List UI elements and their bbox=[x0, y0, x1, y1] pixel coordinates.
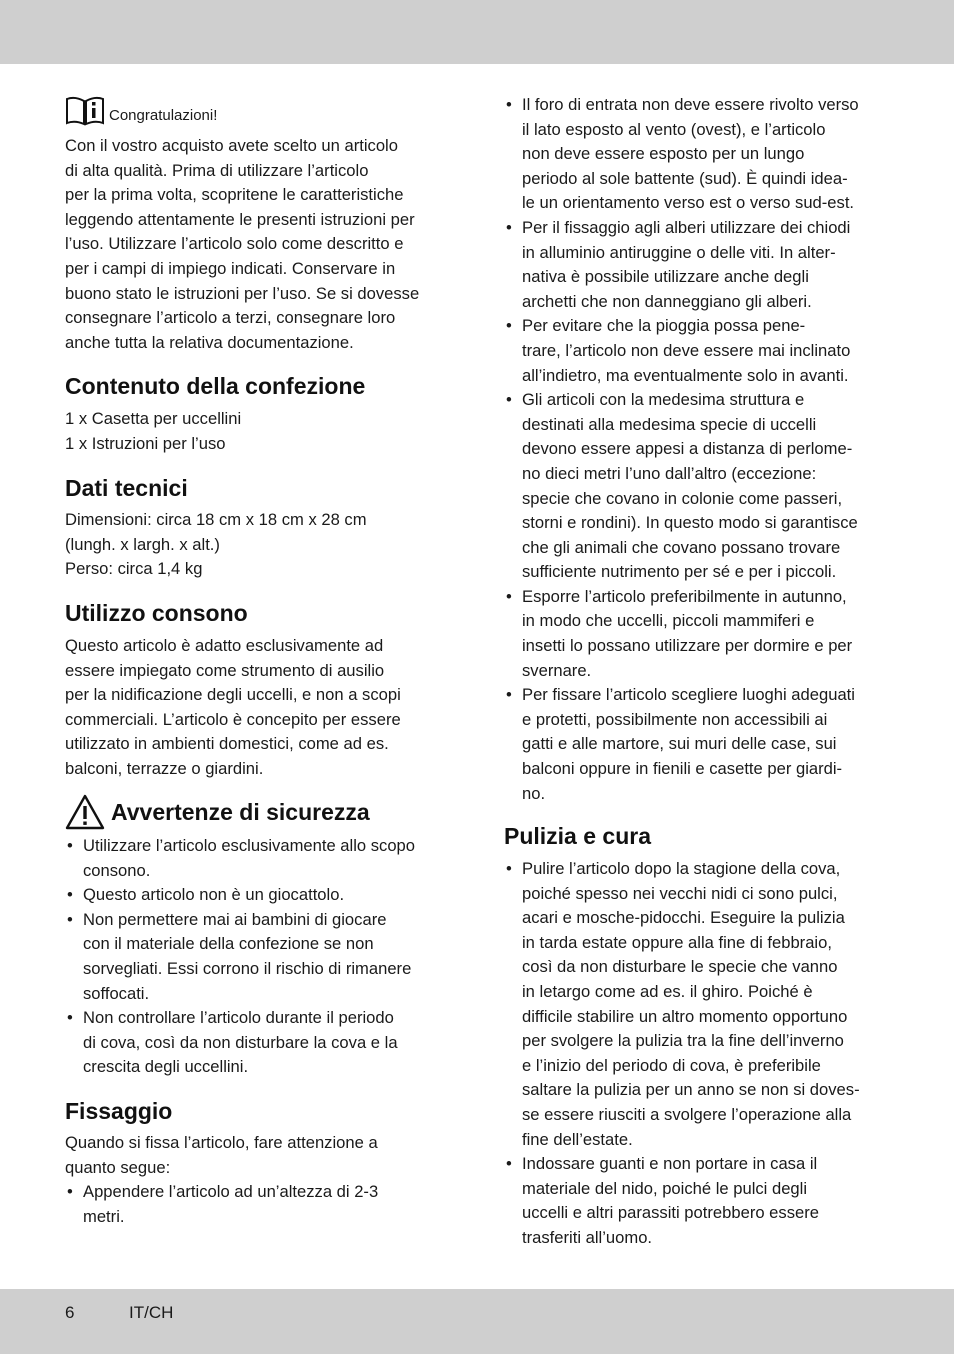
intro-line: l’uso. Utilizzare l’articolo solo come descritto e bbox=[65, 234, 404, 254]
item-line: così da non disturbare le specie che vanno bbox=[522, 957, 838, 977]
list-item bbox=[504, 93, 894, 216]
tech-list bbox=[65, 508, 367, 582]
intro-text bbox=[65, 134, 450, 355]
item-line: destinati alla medesima specie di uccelli bbox=[522, 414, 817, 434]
item-line: Questo articolo non è un giocattolo. bbox=[83, 885, 345, 905]
item-line: uccelli e altri parassiti potrebbero essere bbox=[522, 1203, 819, 1223]
use-line: commerciali. L’articolo è concepito per essere bbox=[65, 709, 401, 729]
info-book-icon bbox=[65, 96, 105, 126]
list-item bbox=[504, 388, 894, 585]
fixing-intro bbox=[65, 1131, 450, 1229]
list-item bbox=[504, 585, 894, 683]
fixing-line: Quando si fissa l’articolo, fare attenzione a bbox=[65, 1133, 378, 1152]
item-line: nativa è possibile utilizzare anche degli bbox=[522, 267, 809, 287]
item-line: se essere riusciti a svolgere l’operazione alla bbox=[522, 1104, 852, 1124]
page-number: 6 bbox=[65, 1303, 75, 1322]
item-line: crescita degli uccellini. bbox=[83, 1057, 249, 1077]
item-line: e l’inizio del periodo di cova, è preferibile bbox=[522, 1055, 821, 1075]
item-line: soffocati. bbox=[83, 983, 150, 1003]
item-line: devono essere appesi a distanza di perlome- bbox=[522, 439, 853, 459]
fixing-title: Fissaggio bbox=[65, 1098, 173, 1124]
item-line: Non controllare l’articolo durante il periodo bbox=[83, 1008, 394, 1028]
item-line: no. bbox=[522, 783, 546, 803]
item-line: di cova, così da non disturbare la cova e la bbox=[83, 1032, 398, 1052]
safety-heading bbox=[65, 794, 370, 830]
fixing-line: quanto segue: bbox=[65, 1157, 171, 1177]
tech-line: Dimensioni: circa 18 cm x 18 cm x 28 cm bbox=[65, 510, 367, 529]
list-item bbox=[504, 857, 894, 1152]
item-line: le un orientamento verso est o verso sud-est. bbox=[522, 193, 855, 213]
item-line: in modo che uccelli, piccoli mammiferi e bbox=[522, 611, 815, 631]
item-line: Appendere l’articolo ad un’altezza di 2-3 bbox=[83, 1182, 379, 1202]
item-line: all’indietro, ma eventualmente solo in avanti. bbox=[522, 365, 849, 385]
contents-title: Contenuto della confezione bbox=[65, 373, 366, 399]
item-line: gatti e alle martore, sui muri delle case, sui bbox=[522, 734, 837, 754]
intro-line: anche tutta la relativa documentazione. bbox=[65, 332, 354, 352]
item-line: archetti che non danneggiano gli alberi. bbox=[522, 291, 812, 311]
tech-line: Perso: circa 1,4 kg bbox=[65, 559, 203, 579]
item-line: Esporre l’articolo preferibilmente in autunno, bbox=[522, 586, 847, 606]
use-line: per la nidificazione degli uccelli, e non a scopi bbox=[65, 685, 401, 705]
item-line: Pulire l’articolo dopo la stagione della cova, bbox=[522, 859, 841, 878]
list-item bbox=[65, 834, 455, 883]
item-line: Gli articoli con la medesima struttura e bbox=[522, 390, 805, 410]
item-line: Il foro di entrata non deve essere rivolto verso bbox=[522, 95, 859, 114]
item-line: in alluminio antiruggine o delle viti. In alter- bbox=[522, 242, 836, 262]
item-line: insetti lo possano utilizzare per dormire e per bbox=[522, 636, 853, 656]
intro-line: Con il vostro acquisto avete scelto un articolo bbox=[65, 136, 398, 155]
item-line: sorvegliati. Essi corrono il rischio di rimanere bbox=[83, 958, 412, 978]
use-text bbox=[65, 634, 450, 782]
list-item bbox=[504, 683, 894, 806]
item-line: svernare. bbox=[522, 660, 592, 680]
item-line: poiché spesso nei vecchi nidi ci sono pulci, bbox=[522, 883, 838, 903]
intro-line: di alta qualità. Prima di utilizzare l’articolo bbox=[65, 160, 369, 180]
contents-line: 1 x Casetta per uccellini bbox=[65, 409, 242, 428]
safety-title: Avvertenze di sicurezza bbox=[111, 799, 370, 825]
item-line: in letargo come ad es. il ghiro. Poiché è bbox=[522, 981, 813, 1001]
list-item bbox=[504, 216, 894, 314]
tech-title: Dati tecnici bbox=[65, 475, 188, 501]
intro-line: consegnare l’articolo a terzi, consegnare loro bbox=[65, 308, 396, 328]
item-line: trasferiti all’uomo. bbox=[522, 1227, 653, 1247]
list-item bbox=[65, 1180, 450, 1229]
item-line: periodo al sole battente (sud). È quindi idea- bbox=[522, 168, 848, 188]
use-line: essere impiegato come strumento di ausilio bbox=[65, 660, 385, 680]
item-line: storni e rondini). In questo modo si garantisce bbox=[522, 513, 858, 533]
intro-heading: Congratulazioni! bbox=[109, 107, 218, 124]
use-title: Utilizzo consono bbox=[65, 600, 248, 626]
item-line: acari e mosche-pidocchi. Eseguire la pulizia bbox=[522, 908, 845, 928]
item-line: che gli animali che covano possano trovare bbox=[522, 537, 841, 557]
intro-heading-line bbox=[65, 96, 217, 126]
use-line: Questo articolo è adatto esclusivamente ad bbox=[65, 636, 384, 655]
list-item bbox=[65, 908, 455, 1006]
item-line: Non permettere mai ai bambini di giocare bbox=[83, 909, 387, 929]
item-line: specie che covano in colonie come passeri, bbox=[522, 488, 843, 508]
item-line: Per fissare l’articolo scegliere luoghi adeguati bbox=[522, 685, 855, 705]
fixing-list bbox=[65, 1180, 450, 1229]
item-line: sufficiente nutrimento per sé e per i piccoli. bbox=[522, 562, 837, 582]
item-line: non deve essere esposto per un lungo bbox=[522, 144, 805, 164]
intro-line: buono stato le istruzioni per l’uso. Se si dovesse bbox=[65, 283, 420, 303]
item-line: per svolgere la pulizia tra la fine dell’inverno bbox=[522, 1031, 844, 1051]
list-item bbox=[65, 883, 455, 908]
contents-list bbox=[65, 407, 241, 456]
header-bar bbox=[0, 0, 954, 64]
use-line: balconi, terrazze o giardini. bbox=[65, 758, 264, 778]
warning-triangle-icon bbox=[65, 794, 105, 830]
item-line: consono. bbox=[83, 860, 151, 880]
item-line: Per il fissaggio agli alberi utilizzare dei chiodi bbox=[522, 217, 851, 237]
item-line: Indossare guanti e non portare in casa il bbox=[522, 1154, 818, 1174]
use-line: utilizzato in ambienti domestici, come ad es. bbox=[65, 734, 389, 754]
item-line: metri. bbox=[83, 1206, 125, 1226]
item-line: e protetti, possibilmente non accessibili ai bbox=[522, 709, 828, 729]
item-line: trare, l’articolo non deve essere mai inclinato bbox=[522, 340, 851, 360]
item-line: materiale del nido, poiché le pulci degli bbox=[522, 1178, 808, 1198]
item-line: Per evitare che la pioggia possa pene- bbox=[522, 316, 806, 336]
item-line: con il materiale della confezione se non bbox=[83, 934, 374, 954]
list-item bbox=[504, 314, 894, 388]
item-line: in tarda estate oppure alla fine di febbraio, bbox=[522, 932, 832, 952]
contents-line: 1 x Istruzioni per l’uso bbox=[65, 433, 226, 453]
list-item bbox=[65, 1006, 455, 1080]
intro-line: leggendo attentamente le presenti istruzioni per bbox=[65, 209, 415, 229]
item-line: balconi oppure in fienili e casette per giardi- bbox=[522, 759, 843, 779]
item-line: il lato esposto al vento (ovest), e l’articolo bbox=[522, 119, 826, 139]
care-list bbox=[504, 857, 894, 1251]
safety-list bbox=[65, 834, 455, 1080]
care-title: Pulizia e cura bbox=[504, 823, 652, 849]
item-line: no dieci metri l’uno dall’altro (eccezione: bbox=[522, 463, 817, 483]
item-line: saltare la pulizia per un anno se non si doves- bbox=[522, 1080, 860, 1100]
intro-line: per i campi di impiego indicati. Conservare in bbox=[65, 258, 396, 278]
item-line: fine dell’estate. bbox=[522, 1129, 633, 1149]
fixing-list-continued bbox=[504, 93, 894, 806]
intro-line: per la prima volta, scopritene le caratteristiche bbox=[65, 185, 404, 205]
item-line: difficile stabilire un altro momento opportuno bbox=[522, 1006, 848, 1026]
list-item bbox=[504, 1152, 894, 1250]
tech-line: (lungh. x largh. x alt.) bbox=[65, 534, 220, 554]
locale-label: IT/CH bbox=[129, 1303, 174, 1322]
item-line: Utilizzare l’articolo esclusivamente allo scopo bbox=[83, 836, 416, 855]
